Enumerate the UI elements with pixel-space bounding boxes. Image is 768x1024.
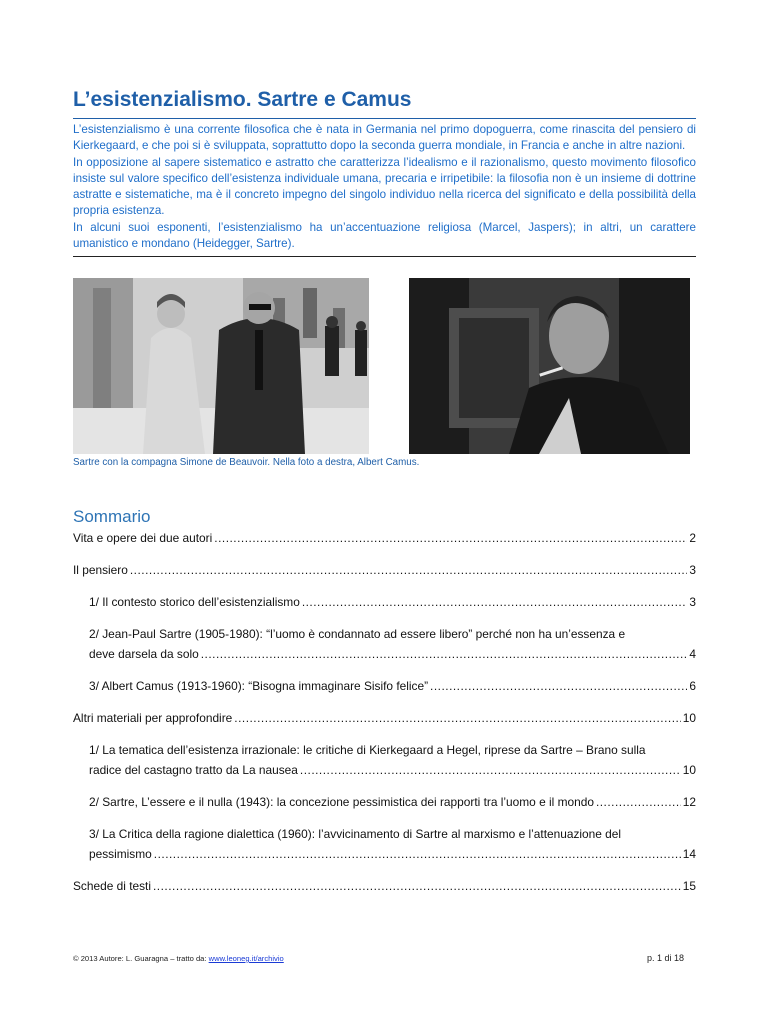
photo-caption: Sartre con la compagna Simone de Beauvoir. Nella foto a destra, Albert Camus. bbox=[73, 457, 420, 469]
toc-page-number: 4 bbox=[689, 647, 696, 662]
footer-copyright: © 2013 Autore: L. Guaragna – tratto da: bbox=[73, 954, 209, 963]
toc-page-number: 14 bbox=[682, 847, 696, 862]
toc-entry-label: Altri materiali per approfondire bbox=[73, 711, 233, 726]
toc-entry-label: 3/ Albert Camus (1913-1960): “Bisogna immaginare Sisifo felice” bbox=[89, 679, 429, 694]
toc-page-number: 6 bbox=[689, 679, 696, 694]
toc-entry[interactable] bbox=[73, 676, 696, 696]
toc-page-number: 2 bbox=[689, 531, 696, 546]
toc-entry[interactable] bbox=[73, 792, 696, 812]
toc-leader-dots bbox=[430, 676, 687, 696]
photo-row bbox=[73, 278, 696, 458]
toc-entry-label: pessimismo bbox=[89, 847, 152, 862]
toc-entry-title-line: 3/ La Critica della ragione dialettica (1960): l’avvicinamento di Sartre al marxismo e l’attenuazione del bbox=[89, 827, 622, 842]
intro-box bbox=[73, 118, 696, 257]
toc-leader-dots bbox=[153, 876, 681, 896]
photo-camus bbox=[409, 278, 690, 454]
toc-heading: Sommario bbox=[73, 507, 151, 527]
toc-entry-label: Il pensiero bbox=[73, 563, 128, 578]
toc-page-number: 3 bbox=[689, 595, 696, 610]
toc-entry-title-line: 1/ La tematica dell’esistenza irrazionale: le critiche di Kierkegaard a Hegel, riprese da Sartre – Brano sulla bbox=[89, 743, 646, 758]
toc-leader-dots bbox=[214, 528, 687, 548]
toc-entry-title-line: 2/ Jean-Paul Sartre (1905-1980): “l’uomo è condannato ad essere libero” perché non ha un’essenza e bbox=[89, 627, 626, 642]
toc-entry[interactable] bbox=[73, 528, 696, 548]
toc-entry-label: radice del castagno tratto da La nausea bbox=[89, 763, 298, 778]
toc-entry-label: Vita e opere dei due autori bbox=[73, 531, 213, 546]
toc-leader-dots bbox=[201, 644, 688, 664]
table-of-contents bbox=[73, 528, 696, 896]
photo-sartre-beauvoir bbox=[73, 278, 369, 454]
toc-page-number: 12 bbox=[682, 795, 696, 810]
toc-leader-dots bbox=[302, 592, 688, 612]
footer-link[interactable]: www.leoneg.it/archivio bbox=[208, 954, 284, 963]
toc-entry[interactable] bbox=[73, 624, 696, 664]
document-page bbox=[73, 86, 696, 908]
toc-entry-label: 2/ Sartre, L’essere e il nulla (1943): la concezione pessimistica dei rapporti tra l’uomo e il mondo bbox=[89, 795, 594, 810]
document-title: L’esistenzialismo. Sartre e Camus bbox=[73, 88, 412, 111]
toc-entry[interactable] bbox=[73, 740, 696, 780]
toc-leader-dots bbox=[234, 708, 680, 728]
intro-paragraph: In alcuni suoi esponenti, l’esistenzialismo ha un’accentuazione religiosa (Marcel, Jaspers); in altri, un carattere umanistico e mondano (Heidegger, Sartre). bbox=[73, 220, 696, 251]
toc-leader-dots bbox=[130, 560, 688, 580]
toc-leader-dots bbox=[154, 844, 681, 864]
toc-entry[interactable] bbox=[73, 824, 696, 864]
page-number: p. 1 di 18 bbox=[646, 953, 684, 963]
toc-page-number: 10 bbox=[682, 711, 696, 726]
footer-credit bbox=[73, 954, 284, 963]
toc-page-number: 10 bbox=[682, 763, 696, 778]
toc-entry[interactable] bbox=[73, 876, 696, 896]
toc-entry[interactable] bbox=[73, 560, 696, 580]
toc-page-number: 15 bbox=[682, 879, 696, 894]
toc-entry-label: deve darsela da solo bbox=[89, 647, 199, 662]
toc-leader-dots bbox=[596, 792, 681, 812]
toc-page-number: 3 bbox=[689, 563, 696, 578]
page-footer bbox=[73, 953, 684, 963]
intro-paragraph: L’esistenzialismo è una corrente filosofica che è nata in Germania nel primo dopoguerra, come rinascita del pensiero di Kierkegaard, e che poi si è sviluppata, soprattutto dopo la seconda guerra mondiale, in Francia e anche in altre nazioni. bbox=[73, 123, 696, 153]
toc-entry[interactable] bbox=[73, 592, 696, 612]
toc-leader-dots bbox=[300, 760, 681, 780]
toc-entry-label: Schede di testi bbox=[73, 879, 151, 894]
intro-paragraph: In opposizione al sapere sistematico e astratto che caratterizza l’idealismo e il razionalismo, questo movimento filosofico insiste sul valore specifico dell’esistenza individuale umana, precaria e irripetibile: la filosofia non è un insieme di dottrine astratte e sistematiche, ma è il concreto impegno del singolo individuo nella ricerca del significato e della possibilità della propria esistenza. bbox=[73, 155, 696, 218]
toc-entry[interactable] bbox=[73, 708, 696, 728]
toc-entry-label: 1/ Il contesto storico dell’esistenzialismo bbox=[89, 595, 300, 610]
